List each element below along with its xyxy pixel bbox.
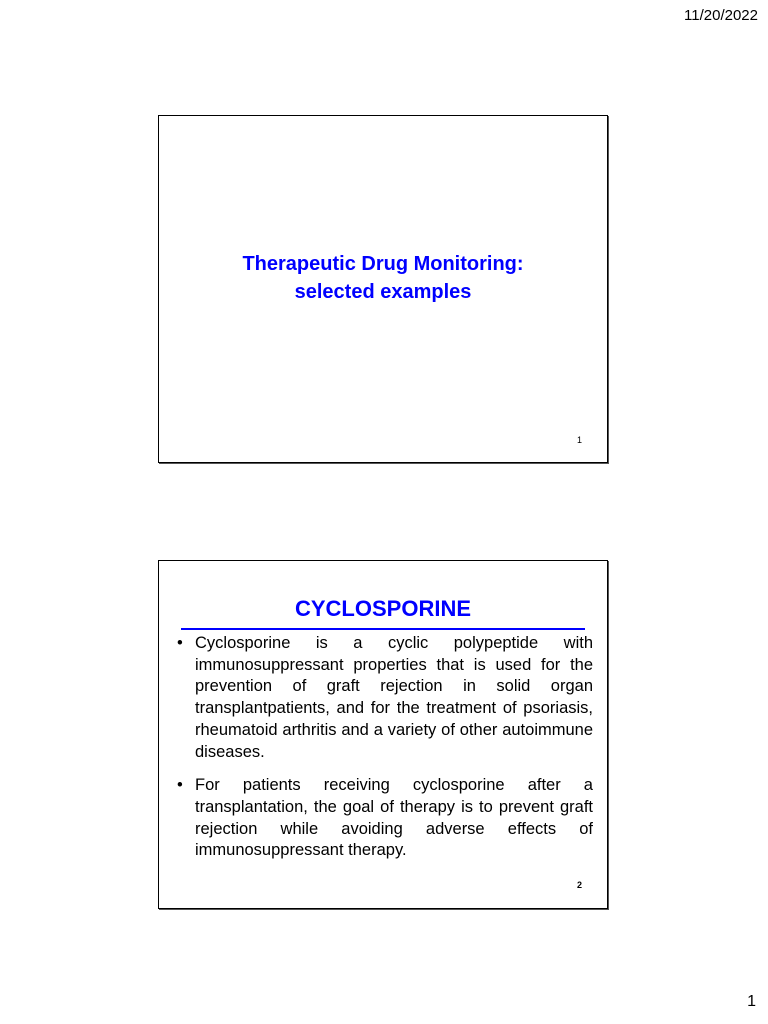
slide-heading: CYCLOSPORINE xyxy=(294,596,472,621)
heading-underline xyxy=(181,628,585,630)
slide-number: 1 xyxy=(576,435,582,445)
slide-1 xyxy=(158,115,608,463)
bullet-text: For patients receiving cyclosporine after a transplantation, the goal of therapy is to prevent graft rejection while avoiding adverse effects of immunosuppressant therapy. xyxy=(195,776,593,860)
slide-2 xyxy=(158,560,608,909)
slide-number: 2 xyxy=(576,880,582,890)
page-date: 11/20/2022 xyxy=(684,7,758,24)
bullet-dot-icon: • xyxy=(177,634,183,652)
bullet-item xyxy=(173,775,593,862)
bullet-item xyxy=(173,633,593,763)
bullet-list xyxy=(173,633,593,874)
slide-title xyxy=(159,250,607,306)
bullet-text: Cyclosporine is a cyclic polypeptide with immunosuppressant properties that is used for the prevention of graft rejection in solid organ transplantpatients, and for the treatment of psoriasis, rheumatoid arthritis and a variety of other autoimmune diseases. xyxy=(195,634,593,761)
bullet-dot-icon: • xyxy=(177,776,183,795)
page-number: 1 xyxy=(747,993,756,1010)
slide-title-line-1: Therapeutic Drug Monitoring: xyxy=(242,253,524,275)
slide-title-line-2: selected examples xyxy=(294,281,472,303)
